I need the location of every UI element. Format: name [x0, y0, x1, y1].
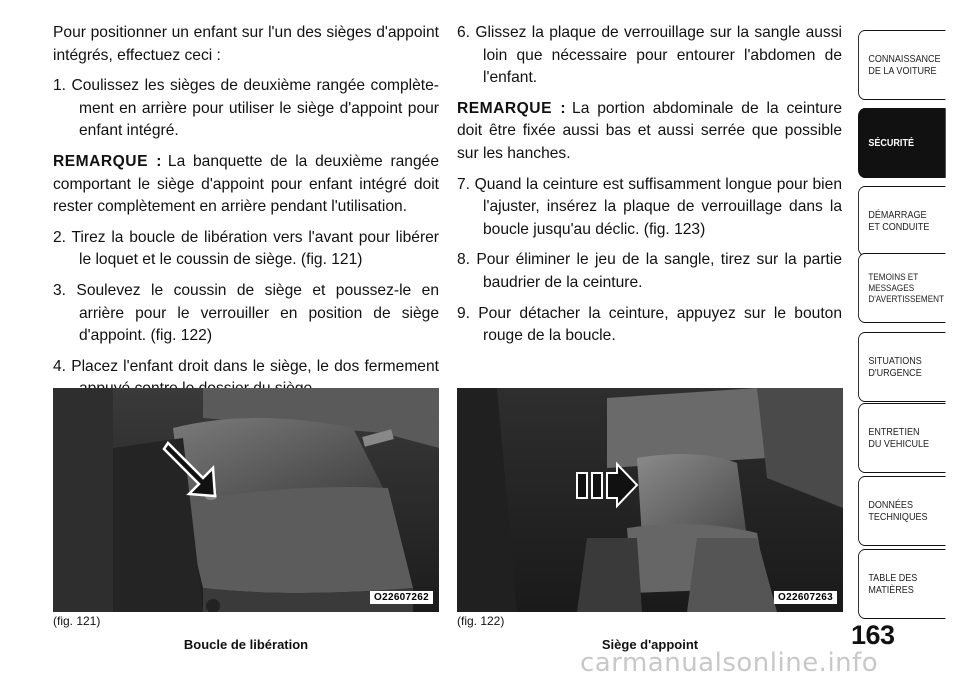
booster-seat-illustration [457, 388, 843, 612]
tab-connaissance[interactable]: CONNAISSANCE DE LA VOITURE [858, 30, 946, 100]
figure-121-photo [53, 388, 439, 612]
tab-entretien[interactable]: ENTRETIEN DU VEHICULE [858, 403, 946, 473]
figure-121-caption: Boucle de libération [183, 637, 309, 652]
step-9: 9. Pour détacher la ceinture, appuyez sur le bouton rouge de la boucle. [457, 304, 842, 345]
tab-table[interactable]: TABLE DES MATIÈRES [858, 549, 946, 619]
figure-122-photo [457, 388, 843, 612]
note-label-2: REMARQUE : [457, 99, 567, 117]
note-text-2: La portion abdominale de la ceinture doit être fixée aussi bas et aussi serrée que possible sur les hanches. [457, 99, 842, 162]
note-label: REMARQUE : [53, 152, 162, 170]
tab-temoins[interactable]: TEMOINS ET MESSAGES D'AVERTISSEMENT [858, 253, 946, 323]
watermark: carmanualsonline.info [580, 648, 879, 678]
figure-121-label: (fig. 121) [53, 614, 101, 628]
note-paragraph-2 [457, 98, 842, 166]
intro-paragraph: Pour positionner un enfant sur l'un des sièges d'appoint intégrés, effectuez ceci : [53, 24, 439, 64]
figure-122-code: O22607263 [774, 591, 837, 604]
tab-demarrage[interactable]: DÉMARRAGE ET CONDUITE [858, 186, 946, 256]
right-column [457, 22, 842, 356]
note-text: La banquette de la deuxième rangée comportant le siège d'appoint pour enfant intégré doit rester complètement en arrière pendant l'utilisation. [53, 152, 439, 216]
tab-donnees[interactable]: DONNÉES TECHNIQUES [858, 476, 946, 546]
step-8: 8. Pour éliminer le jeu de la sangle, tirez sur la partie baudrier de la ceinture. [457, 251, 842, 291]
figure-121-code: O22607262 [370, 591, 433, 604]
step-1: 1. Coulissez les sièges de deuxième rangée complète-ment en arrière pour utiliser le siège d'appoint pour enfant intégré. [53, 77, 439, 140]
chapter-sidebar [858, 30, 960, 620]
figure-122-label: (fig. 122) [457, 614, 505, 628]
step-2: 2. Tirez la boucle de libération vers l'avant pour libérer le loquet et le coussin de siège. (fig. 121) [53, 228, 439, 269]
figure-122-caption: Siège d'appoint [601, 637, 699, 652]
page-number: 163 [851, 620, 895, 650]
seat-release-illustration [53, 388, 439, 612]
step-6: 6. Glissez la plaque de verrouillage sur la sangle aussi loin que nécessaire pour entourer l'abdomen de l'enfant. [457, 24, 842, 87]
step-4: 4. Placez l'enfant droit dans le siège, le dos fermement [53, 357, 439, 375]
note-paragraph [53, 151, 439, 219]
step-3: 3. Soulevez le coussin de siège et poussez-le en arrière pour le verrouiller en position de siège d'appoint. (fig. 122) [53, 281, 439, 345]
tab-situations[interactable]: SITUATIONS D'URGENCE [858, 332, 946, 402]
step-7: 7. Quand la ceinture est suffisamment longue pour bien l'ajuster, insérez la plaque de verrouillage dans la boucle jusqu'au déclic. (fig. 123) [457, 175, 842, 238]
tab-securite[interactable]: SÉCURITÉ [858, 108, 946, 178]
